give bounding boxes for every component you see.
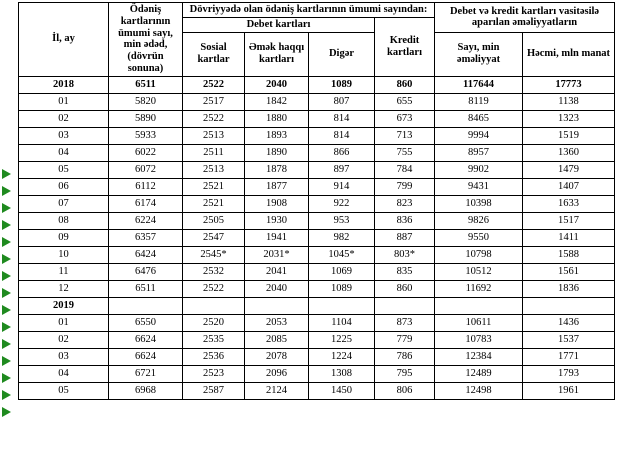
- row-period-label: 11: [19, 263, 109, 280]
- table-cell: 5820: [109, 93, 183, 110]
- table-cell: 2521: [183, 195, 245, 212]
- table-cell: 914: [309, 178, 375, 195]
- table-row: [19, 144, 615, 161]
- table-cell: 9994: [435, 127, 523, 144]
- table-cell: [523, 297, 615, 314]
- table-cell: 1537: [523, 331, 615, 348]
- table-row: [19, 212, 615, 229]
- table-cell: 10512: [435, 263, 523, 280]
- table-row: [19, 246, 615, 263]
- header-salary-cards: Əmək haqqı kartları: [245, 32, 309, 76]
- table-cell: 2523: [183, 365, 245, 382]
- table-cell: 2522: [183, 110, 245, 127]
- table-cell: 2040: [245, 280, 309, 297]
- table-cell: 2536: [183, 348, 245, 365]
- table-cell: 9902: [435, 161, 523, 178]
- table-cell: 2522: [183, 280, 245, 297]
- table-cell: 1588: [523, 246, 615, 263]
- revision-change-marker: [2, 186, 11, 196]
- table-cell: 2587: [183, 382, 245, 399]
- table-cell: 6224: [109, 212, 183, 229]
- header-social-cards: Sosial kartlar: [183, 32, 245, 76]
- table-cell: [109, 297, 183, 314]
- revision-change-marker: [2, 305, 11, 315]
- table-cell: 953: [309, 212, 375, 229]
- table-cell: 2522: [183, 76, 245, 93]
- row-period-label: 05: [19, 382, 109, 399]
- table-cell: 8465: [435, 110, 523, 127]
- table-cell: 755: [375, 144, 435, 161]
- table-cell: 836: [375, 212, 435, 229]
- table-cell: 9431: [435, 178, 523, 195]
- row-period-label: 07: [19, 195, 109, 212]
- table-cell: 1045*: [309, 246, 375, 263]
- table-cell: 835: [375, 263, 435, 280]
- table-cell: 10398: [435, 195, 523, 212]
- table-cell: 2535: [183, 331, 245, 348]
- table-cell: 806: [375, 382, 435, 399]
- table-cell: 2513: [183, 127, 245, 144]
- table-cell: 2545*: [183, 246, 245, 263]
- table-cell: 897: [309, 161, 375, 178]
- table-cell: 9826: [435, 212, 523, 229]
- table-cell: 2124: [245, 382, 309, 399]
- table-cell: 2511: [183, 144, 245, 161]
- table-cell: 6174: [109, 195, 183, 212]
- table-cell: 1890: [245, 144, 309, 161]
- row-period-label: 01: [19, 93, 109, 110]
- table-cell: 1069: [309, 263, 375, 280]
- table-row: [19, 178, 615, 195]
- table-cell: 1893: [245, 127, 309, 144]
- table-cell: 2040: [245, 76, 309, 93]
- table-cell: 1842: [245, 93, 309, 110]
- table-cell: 1633: [523, 195, 615, 212]
- table-cell: 1308: [309, 365, 375, 382]
- revision-change-marker: [2, 322, 11, 332]
- header-operations-count: Sayı, min əməliyyat: [435, 32, 523, 76]
- table-cell: 1407: [523, 178, 615, 195]
- table-cell: 1436: [523, 314, 615, 331]
- table-cell: 12498: [435, 382, 523, 399]
- table-cell: 11692: [435, 280, 523, 297]
- row-period-label: 12: [19, 280, 109, 297]
- table-cell: [375, 297, 435, 314]
- table-cell: 1519: [523, 127, 615, 144]
- table-row: [19, 76, 615, 93]
- table-cell: 6022: [109, 144, 183, 161]
- table-row: [19, 263, 615, 280]
- table-cell: 866: [309, 144, 375, 161]
- table-cell: 784: [375, 161, 435, 178]
- table-row: [19, 161, 615, 178]
- table-cell: 2547: [183, 229, 245, 246]
- header-group-circulation: Dövriyyədə olan ödəniş kartlarının ümumi sayından:: [183, 3, 435, 18]
- table-cell: 2521: [183, 178, 245, 195]
- row-period-label: 09: [19, 229, 109, 246]
- table-body: [19, 76, 615, 399]
- table-cell: 982: [309, 229, 375, 246]
- table-row: [19, 195, 615, 212]
- table-cell: 10611: [435, 314, 523, 331]
- table-cell: 1561: [523, 263, 615, 280]
- table-cell: 1089: [309, 280, 375, 297]
- header-other-cards: Digər: [309, 32, 375, 76]
- revision-change-marker: [2, 390, 11, 400]
- table-cell: 1771: [523, 348, 615, 365]
- table-cell: 2520: [183, 314, 245, 331]
- table-row: [19, 280, 615, 297]
- payment-cards-statistics-table: [18, 2, 615, 400]
- row-period-label: 04: [19, 365, 109, 382]
- table-cell: 1793: [523, 365, 615, 382]
- row-period-label: 2019: [19, 297, 109, 314]
- table-cell: 1517: [523, 212, 615, 229]
- table-row: [19, 365, 615, 382]
- table-cell: 1323: [523, 110, 615, 127]
- table-cell: 6112: [109, 178, 183, 195]
- spreadsheet-page: [0, 2, 620, 476]
- table-row: [19, 229, 615, 246]
- table-cell: 1479: [523, 161, 615, 178]
- table-cell: 1411: [523, 229, 615, 246]
- table-cell: 1930: [245, 212, 309, 229]
- table-row: [19, 127, 615, 144]
- table-cell: 2053: [245, 314, 309, 331]
- table-cell: 2031*: [245, 246, 309, 263]
- table-cell: 799: [375, 178, 435, 195]
- table-cell: 1836: [523, 280, 615, 297]
- table-cell: 713: [375, 127, 435, 144]
- row-period-label: 03: [19, 127, 109, 144]
- table-cell: 786: [375, 348, 435, 365]
- row-period-label: 01: [19, 314, 109, 331]
- table-cell: 2505: [183, 212, 245, 229]
- table-cell: 655: [375, 93, 435, 110]
- revision-change-marker: [2, 271, 11, 281]
- table-cell: 1880: [245, 110, 309, 127]
- table-cell: 823: [375, 195, 435, 212]
- table-cell: 8119: [435, 93, 523, 110]
- row-period-label: 08: [19, 212, 109, 229]
- table-cell: 2513: [183, 161, 245, 178]
- table-cell: 6511: [109, 76, 183, 93]
- table-cell: 2096: [245, 365, 309, 382]
- row-period-label: 03: [19, 348, 109, 365]
- table-cell: 6424: [109, 246, 183, 263]
- table-cell: 1224: [309, 348, 375, 365]
- table-cell: 1225: [309, 331, 375, 348]
- table-row: [19, 93, 615, 110]
- table-cell: 922: [309, 195, 375, 212]
- revision-change-marker: [2, 237, 11, 247]
- header-total-cards: Ödəniş kartlarının ümumi sayı, min ədəd, (dövrün sonuna): [109, 3, 183, 77]
- header-period: İl, ay: [19, 3, 109, 77]
- table-cell: 117644: [435, 76, 523, 93]
- row-period-label: 05: [19, 161, 109, 178]
- table-cell: 1877: [245, 178, 309, 195]
- row-period-label: 06: [19, 178, 109, 195]
- header-operations-volume: Həcmi, mln manat: [523, 32, 615, 76]
- table-cell: 814: [309, 110, 375, 127]
- table-cell: 1941: [245, 229, 309, 246]
- table-cell: 779: [375, 331, 435, 348]
- header-group-operations: Debet və kredit kartları vasitəsilə aparılan əməliyyatların: [435, 3, 615, 33]
- table-cell: 6968: [109, 382, 183, 399]
- revision-change-marker: [2, 254, 11, 264]
- table-cell: 1878: [245, 161, 309, 178]
- table-cell: 1360: [523, 144, 615, 161]
- revision-change-marker: [2, 356, 11, 366]
- header-group-debit: Debet kartları: [183, 17, 375, 32]
- table-cell: 5933: [109, 127, 183, 144]
- table-cell: 2078: [245, 348, 309, 365]
- table-cell: [245, 297, 309, 314]
- table-row: [19, 314, 615, 331]
- table-cell: 2085: [245, 331, 309, 348]
- table-cell: 2041: [245, 263, 309, 280]
- table-cell: 2517: [183, 93, 245, 110]
- table-cell: 1450: [309, 382, 375, 399]
- row-period-label: 04: [19, 144, 109, 161]
- table-cell: [435, 297, 523, 314]
- table-row: [19, 382, 615, 399]
- table-cell: 10783: [435, 331, 523, 348]
- table-cell: 9550: [435, 229, 523, 246]
- table-cell: [183, 297, 245, 314]
- table-cell: 860: [375, 76, 435, 93]
- row-period-label: 02: [19, 110, 109, 127]
- table-cell: 17773: [523, 76, 615, 93]
- table-row: [19, 331, 615, 348]
- table-cell: 5890: [109, 110, 183, 127]
- row-period-label: 02: [19, 331, 109, 348]
- table-cell: 1961: [523, 382, 615, 399]
- header-credit-cards: Kredit kartları: [375, 17, 435, 76]
- table-cell: 1104: [309, 314, 375, 331]
- table-cell: 2532: [183, 263, 245, 280]
- table-cell: 6624: [109, 348, 183, 365]
- row-period-label: 10: [19, 246, 109, 263]
- table-cell: 807: [309, 93, 375, 110]
- table-cell: 887: [375, 229, 435, 246]
- revision-change-marker: [2, 407, 11, 417]
- table-header: [19, 3, 615, 77]
- revision-change-marker: [2, 220, 11, 230]
- revision-change-marker: [2, 288, 11, 298]
- table-cell: 873: [375, 314, 435, 331]
- table-cell: 6511: [109, 280, 183, 297]
- revision-change-marker: [2, 169, 11, 179]
- table-cell: 795: [375, 365, 435, 382]
- table-cell: 12384: [435, 348, 523, 365]
- table-cell: 10798: [435, 246, 523, 263]
- table-row: [19, 348, 615, 365]
- table-cell: 12489: [435, 365, 523, 382]
- table-cell: 6476: [109, 263, 183, 280]
- table-cell: 6072: [109, 161, 183, 178]
- table-cell: 1089: [309, 76, 375, 93]
- table-cell: 8957: [435, 144, 523, 161]
- revision-change-marker: [2, 373, 11, 383]
- table-cell: 6550: [109, 314, 183, 331]
- table-cell: 860: [375, 280, 435, 297]
- table-cell: 1138: [523, 93, 615, 110]
- table-row: [19, 297, 615, 314]
- table-cell: [309, 297, 375, 314]
- table-cell: 814: [309, 127, 375, 144]
- table-cell: 673: [375, 110, 435, 127]
- table-cell: 6357: [109, 229, 183, 246]
- table-row: [19, 110, 615, 127]
- revision-change-marker: [2, 203, 11, 213]
- row-period-label: 2018: [19, 76, 109, 93]
- table-cell: 1908: [245, 195, 309, 212]
- table-cell: 803*: [375, 246, 435, 263]
- table-cell: 6624: [109, 331, 183, 348]
- revision-marker-column: [0, 162, 16, 424]
- table-cell: 6721: [109, 365, 183, 382]
- revision-change-marker: [2, 339, 11, 349]
